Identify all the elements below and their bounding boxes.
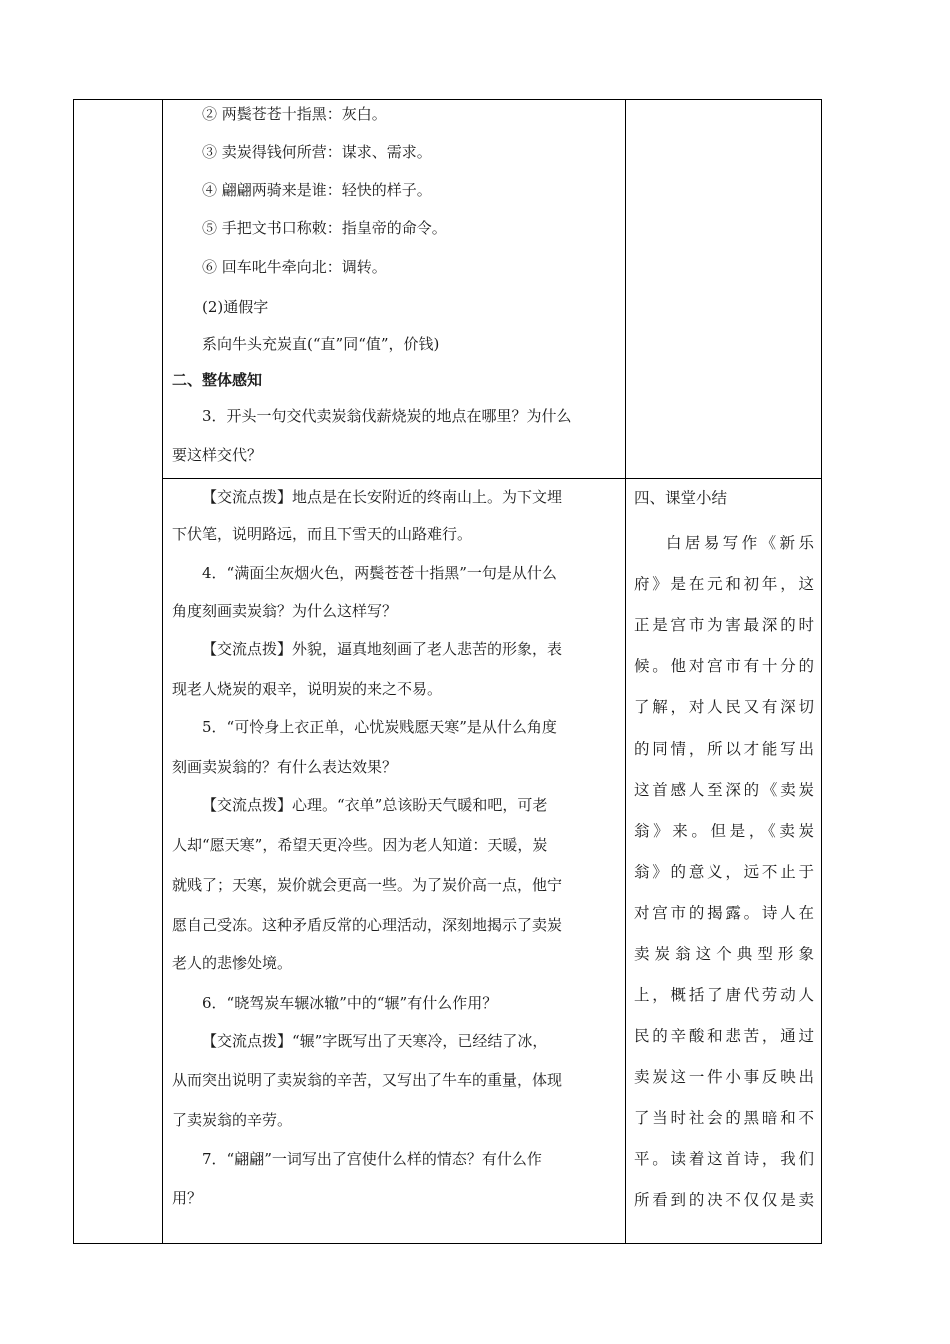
discussion-line: 人却“愿天寒”，希望天更冷些。因为老人知道：天暖，炭 (172, 836, 548, 854)
summary-title: 四、课堂小结 (634, 489, 728, 507)
summary-line: 了当时社会的黑暗和不 (634, 1109, 814, 1127)
summary-line: 的同情，所以才能写出 (634, 740, 814, 758)
tongjia-example: 系向牛头充炭直(“直”同“值”，价钱) (202, 335, 440, 353)
discussion-line: 【交流点拨】外貌，逼真地刻画了老人悲苦的形象，表 (202, 640, 563, 658)
row-divider (162, 478, 822, 479)
summary-line: 卖炭翁这个典型形象 (634, 945, 814, 963)
tongjia-heading: (2)通假字 (202, 298, 269, 316)
question-line: 6．“晓驾炭车辗冰辙”中的“辗”有什么作用？ (202, 994, 498, 1012)
question-line: 7．“翩翩”一词写出了宫使什么样的情态？有什么作 (202, 1150, 542, 1168)
discussion-line: 【交流点拨】地点是在长安附近的终南山上。为下文埋 (202, 488, 563, 506)
summary-line: 上，概括了唐代劳动人 (634, 986, 814, 1004)
discussion-line: 下伏笔，说明路远，而且下雪天的山路难行。 (172, 525, 473, 543)
summary-line: 了解，对人民又有深切 (634, 698, 814, 716)
question-line: 4．“满面尘灰烟火色，两鬓苍苍十指黑”一句是从什么 (202, 564, 557, 582)
discussion-line: 愿自己受冻。这种矛盾反常的心理活动，深刻地揭示了卖炭 (172, 916, 563, 934)
discussion-line: 老人的悲惨处境。 (172, 954, 293, 972)
summary-line: 白居易写作《新乐 (666, 534, 814, 552)
summary-line: 民的辛酸和悲苦，通过 (634, 1027, 814, 1045)
question-line: 用？ (172, 1189, 203, 1207)
question-line: 角度刻画卖炭翁？为什么这样写？ (172, 602, 398, 620)
summary-line: 候。他对宫市有十分的 (634, 657, 814, 675)
discussion-line: 【交流点拨】心理。“衣单”总该盼天气暖和吧，可老 (202, 796, 548, 814)
discussion-line: 了卖炭翁的辛劳。 (172, 1111, 293, 1129)
summary-line: 对宫市的揭露。诗人在 (634, 904, 814, 922)
discussion-line: 现老人烧炭的艰辛，说明炭的来之不易。 (172, 680, 443, 698)
summary-line: 所看到的决不仅仅是卖 (634, 1191, 814, 1209)
question-line: 5．“可怜身上衣正单，心忧炭贱愿天寒”是从什么角度 (202, 718, 557, 736)
summary-line: 正是宫市为害最深的时 (634, 616, 814, 634)
summary-line: 这首感人至深的《卖炭 (634, 781, 814, 799)
discussion-line: 从而突出说明了卖炭翁的辛苦，又写出了牛车的重量，体现 (172, 1071, 563, 1089)
question-3-line-2: 要这样交代？ (172, 446, 263, 464)
annotation-line-6: ⑥ 回车叱牛牵向北：调转。 (202, 258, 387, 276)
summary-line: 翁》来。但是，《卖炭 (634, 822, 814, 840)
discussion-line: 【交流点拨】“辗”字既写出了天寒冷，已经结了冰， (202, 1032, 548, 1050)
column-divider-1 (162, 99, 163, 1244)
summary-line: 卖炭这一件小事反映出 (634, 1068, 814, 1086)
column-divider-2 (625, 99, 626, 1244)
question-line: 刻画卖炭翁的？有什么表达效果？ (172, 758, 398, 776)
section-title: 二、整体感知 (172, 371, 263, 389)
summary-line: 翁》的意义，远不止于 (634, 863, 814, 881)
annotation-line-4: ④ 翩翩两骑来是谁：轻快的样子。 (202, 181, 432, 199)
annotation-line-3: ③ 卖炭得钱何所营：谋求、需求。 (202, 143, 432, 161)
summary-line: 府》是在元和初年，这 (634, 575, 814, 593)
summary-line: 平。读着这首诗，我们 (634, 1150, 814, 1168)
discussion-line: 就贱了；天寒，炭价就会更高一些。为了炭价高一点，他宁 (172, 876, 563, 894)
question-3-line-1: 3．开头一句交代卖炭翁伐薪烧炭的地点在哪里？为什么 (202, 407, 572, 425)
annotation-line-5: ⑤ 手把文书口称敕：指皇帝的命令。 (202, 219, 447, 237)
annotation-line-2: ② 两鬓苍苍十指黑：灰白。 (202, 105, 387, 123)
